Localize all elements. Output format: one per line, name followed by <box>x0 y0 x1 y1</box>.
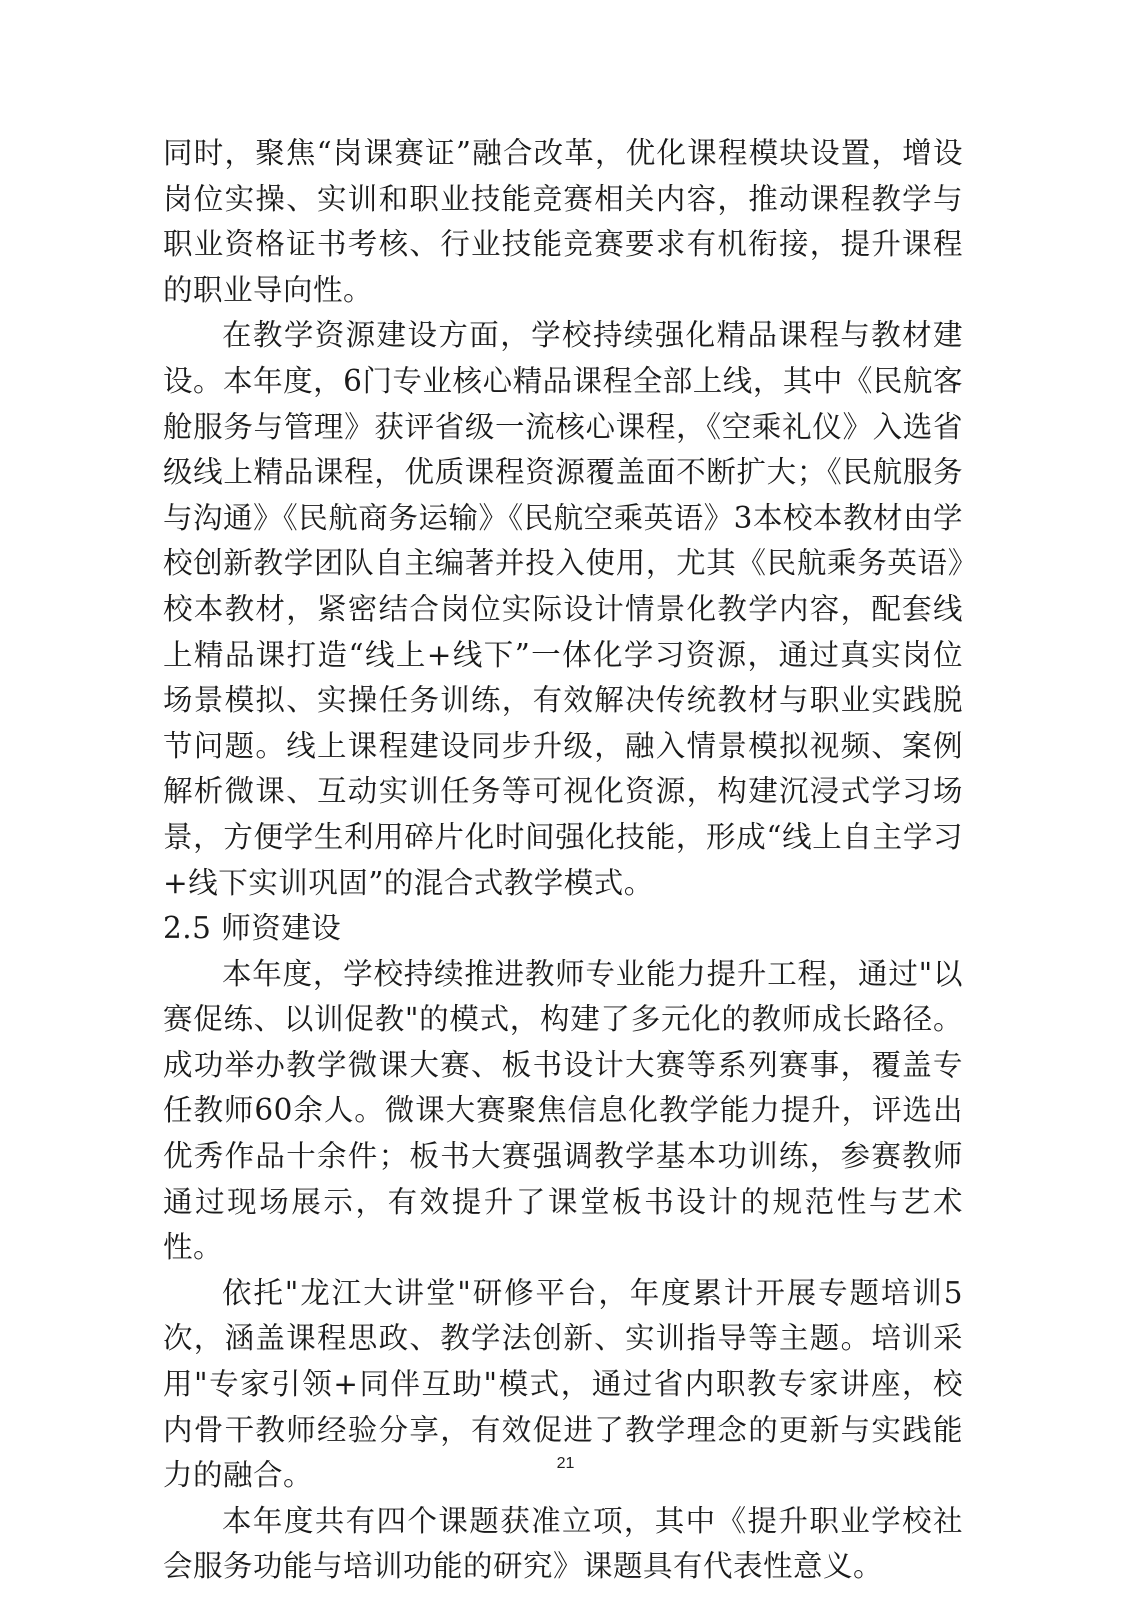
paragraph-research-projects: 本年度共有四个课题获准立项，其中《提升职业学校社会服务功能与培训功能的研究》课题具有代表性意义。 <box>163 1503 963 1584</box>
paragraph-training-platform: 依托"龙江大讲堂"研修平台，年度累计开展专题培训5次，涵盖课程思政、教学法创新、实训指导等主题。培训采用"专家引领+同伴互助"模式，通过省内职教专家讲座，校内骨干教师经验分享，有效促进了教学理念的更新与实践能力的融合。 <box>163 1275 963 1493</box>
paragraph-teaching-resources: 在教学资源建设方面，学校持续强化精品课程与教材建设。本年度，6门专业核心精品课程全部上线，其中《民航客舱服务与管理》获评省级一流核心课程，《空乘礼仪》入选省级线上精品课程，优质课程资源覆盖面不断扩大；《民航服务与沟通》《民航商务运输》《民航空乘英语》3本校本教材由学校创新教学团队自主编著并投入使用，尤其《民航乘务英语》校本教材，紧密结合岗位实际设计情景化教学内容，配套线上精品课打造“线上+线下”一体化学习资源，通过真实岗位场景模拟、实操任务训练，有效解决传统教材与职业实践脱节问题。线上课程建设同步升级，融入情景模拟视频、案例解析微课、互动实训任务等可视化资源，构建沉浸式学习场景，方便学生利用碎片化时间强化技能，形成“线上自主学习+线下实训巩固”的混合式教学模式。 <box>163 318 963 900</box>
paragraph-curriculum-continuation: 同时，聚焦“岗课赛证”融合改革，优化课程模块设置，增设岗位实操、实训和职业技能竞赛相关内容，推动课程教学与职业资格证书考核、行业技能竞赛要求有机衔接，提升课程的职业导向性。 <box>163 136 963 307</box>
section-heading-faculty: 2.5 师资建设 <box>163 911 342 946</box>
page-number: 21 <box>556 1455 575 1472</box>
paragraph-teacher-competitions: 本年度，学校持续推进教师专业能力提升工程，通过"以赛促练、以训促教"的模式，构建了多元化的教师成长路径。成功举办教学微课大赛、板书设计大赛等系列赛事，覆盖专任教师60余人。微课大赛聚焦信息化教学能力提升，评选出优秀作品十余件；板书大赛强调教学基本功训练，参赛教师通过现场展示，有效提升了课堂板书设计的规范性与艺术性。 <box>163 956 963 1265</box>
document-body <box>163 131 963 1590</box>
